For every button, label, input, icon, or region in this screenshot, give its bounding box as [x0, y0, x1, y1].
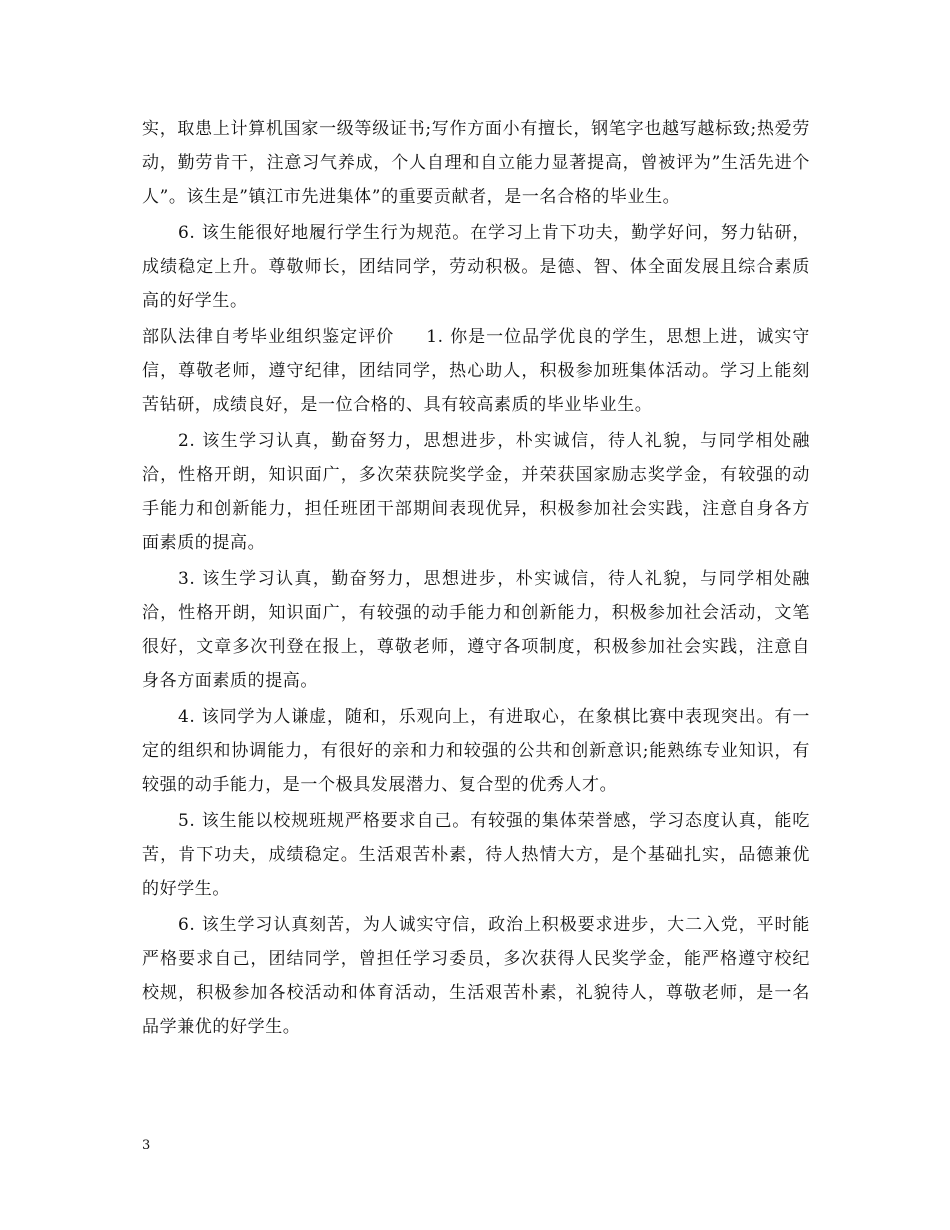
- section-item-6: 6. 该生学习认真刻苦，为人诚实守信，政治上积极要求进步，大二入党，平时能严格要求自己，团结同学，曾担任学习委员，多次获得人民奖学金，能严格遵守校纪校规，积极参加各校活动和体育活动，生活艰苦朴素，礼貌待人，尊敬老师，是一名品学兼优的好学生。: [142, 915, 810, 1037]
- section-title: 部队法律自考毕业组织鉴定评价: [142, 327, 395, 347]
- section-item-4: 4. 该同学为人谦虚，随和，乐观向上，有进取心，在象棋比赛中表现突出。有一定的组织和协调能力，有很好的亲和力和较强的公共和创新意识;能熟练专业知识，有较强的动手能力，是一个极具发展潜力、复合型的优秀人才。: [142, 707, 810, 795]
- page-number: 3: [142, 1138, 151, 1153]
- document-body: [142, 112, 810, 1044]
- section-item-5: 5. 该生能以校规班规严格要求自己。有较强的集体荣誉感，学习态度认真，能吃苦，肯下功夫，成绩稳定。生活艰苦朴素，待人热情大方，是个基础扎实，品德兼优的好学生。: [142, 811, 810, 899]
- paragraph-item-6: 6. 该生能很好地履行学生行为规范。在学习上肯下功夫，勤学好问，努力钻研，成绩稳定上升。尊敬师长，团结同学，劳动积极。是德、智、体全面发展且综合素质高的好学生。: [142, 223, 810, 311]
- paragraph-continued: 实，取患上计算机国家一级等级证书;写作方面小有擅长，钢笔字也越写越标致;热爱劳动，勤劳肯干，注意习气养成，个人自理和自立能力显著提高，曾被评为”生活先进个人”。该生是”镇江市先进集体”的重要贡献者，是一名合格的毕业生。: [142, 119, 810, 207]
- section-item-2: 2. 该生学习认真，勤奋努力，思想进步，朴实诚信，待人礼貌，与同学相处融洽，性格开朗，知识面广，多次荣获院奖学金，并荣获国家励志奖学金，有较强的动手能力和创新能力，担任班团干部期间表现优异，积极参加社会实践，注意自身各方面素质的提高。: [142, 431, 810, 553]
- section-item-1: 1. 你是一位品学优良的学生，思想上进，诚实守信，尊敬老师，遵守纪律，团结同学，热心助人，积极参加班集体活动。学习上能刻苦钻研，成绩良好，是一位合格的、具有较高素质的毕业毕业生。: [142, 327, 810, 415]
- section-item-3: 3. 该生学习认真，勤奋努力，思想进步，朴实诚信，待人礼貌，与同学相处融洽，性格开朗，知识面广，有较强的动手能力和创新能力，积极参加社会活动，文笔很好，文章多次刊登在报上，尊敬老师，遵守各项制度，积极参加社会实践，注意自身各方面素质的提高。: [142, 569, 810, 691]
- section-heading-paragraph: [142, 320, 810, 422]
